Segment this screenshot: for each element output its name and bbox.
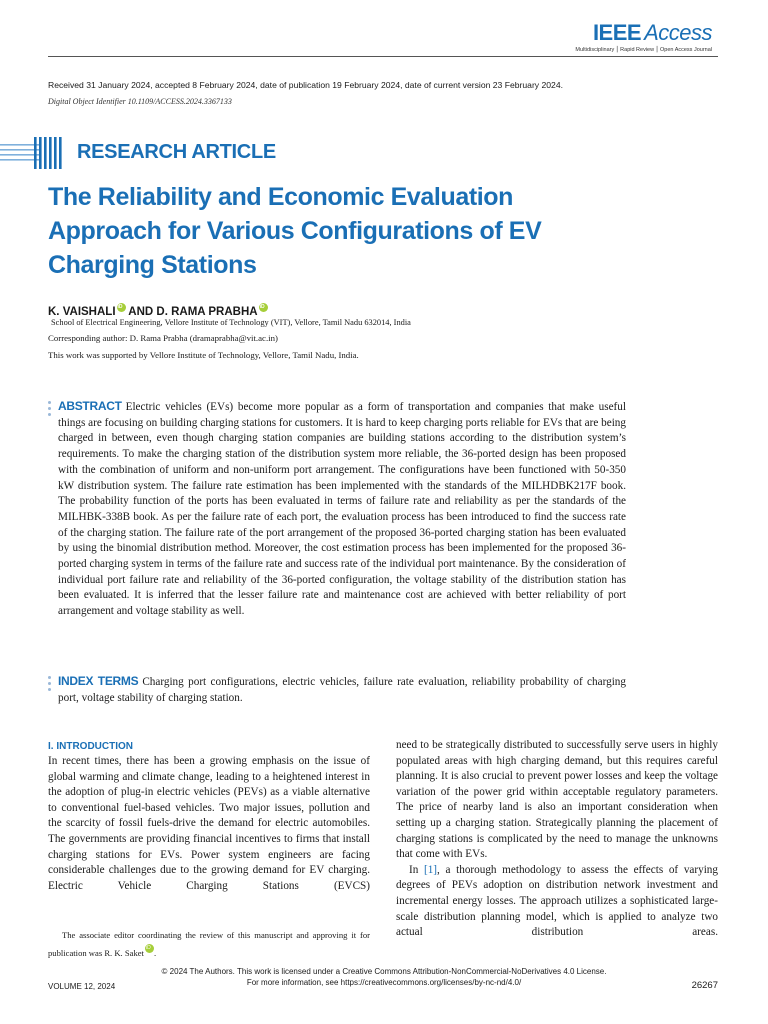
doi-line: Digital Object Identifier 10.1109/ACCESS.2024.3367133 <box>48 97 232 106</box>
abstract-section <box>58 399 626 620</box>
left-column <box>48 754 370 894</box>
volume-label: VOLUME 12, 2024 <box>48 982 116 991</box>
author-list <box>48 303 268 318</box>
editor-note-text: The associate editor coordinating the review of this manuscript and approving it for publication was R. K. Saket <box>48 930 370 958</box>
journal-logo <box>575 20 712 53</box>
paragraph-text: , a thorough methodology to assess the effects of varying degrees of PEVs adoption on distribution network investment and incremental energy losses. The approach utilizes a sophisticated large-scale distribution planning model, which is applied to analyze two actual distribution areas. <box>396 863 718 939</box>
author-name: K. VAISHALI <box>48 306 116 318</box>
corresponding-author: Corresponding author: D. Rama Prabha (dramaprabha@vit.ac.in) <box>48 333 278 343</box>
body-paragraph: In recent times, there has been a growing emphasis on the issue of global warming and climate change, leading to a heightened interest in the adoption of plug-in electric vehicles (PEVs) as a viable alternative to conventional fuel-based vehicles. Two major issues, pollution and the scarcity of fossil fuels-drive the demand for electric automobiles. The governments are providing financial incentives to firms that install charging stations for EVs. Power system engineers are facing considerable challenges due to the growing demand for EV charging. Electric Vehicle Charging Stations (EVCS) <box>48 755 370 892</box>
license-line: © 2024 The Authors. This work is licensed under a Creative Commons Attribution-NonCommercial-NoDerivatives 4.0 License. <box>161 967 607 976</box>
received-dates: Received 31 January 2024, accepted 8 February 2024, date of publication 19 February 2024, date of current version 23 February 2024. <box>48 80 563 90</box>
logo-ieee: IEEE <box>592 20 642 45</box>
funding-note: This work was supported by Vellore Institute of Technology, Vellore, Tamil Nadu, India. <box>48 350 359 360</box>
abstract-label: ABSTRACT <box>58 399 122 413</box>
author-name: D. RAMA PRABHA <box>156 306 258 318</box>
body-paragraph <box>396 863 718 941</box>
abstract-text: Electric vehicles (EVs) become more popular as a form of transportation and companies that make useful things are focusing on building charging stations for customers. It is hard to keep charging ports reliable for EVs that are being charged in between, even though charging station companies are building stations according to the distribution system’s requirements. To make the charging station of the distribution system more reliable, the 36-ported design has been proposed with the combination of uniform and non-uniform port arrangement. The configurations have been functioned with 50-350 kW distribution system. The failure rate estimation has been implemented with the standards of the MILHDBK217F book. The probability function of the ports has been evaluated in terms of failure rate and reliability as per the standards of the MILHBK-338B book. As per the failure rate of each port, the evaluation process has been introduced to find the success rate of the charging station. The failure rate of the port arrangement of the proposed 36-ported charging station has been evaluated by using the binomial distribution method. Moreover, the cost estimation process has been implemented for the proposed 36-ported charging system in terms of the failure rate and success rate of the individual port maintenance. By the consideration of individual port failure rate and reliability of the 36-ported configuration, the voltage stability of the distribution station has been evaluated. It is inferred that the lesser failure rate and maintenance cost are achieved with better reliability of port arrangement and voltage stability as well. <box>58 401 626 618</box>
logo-tagline: Multidisciplinary ⎮ Rapid Review ⎮ Open Access Journal <box>575 47 712 53</box>
license-link[interactable]: For more information, see https://creativecommons.org/licenses/by-nc-nd/4.0/ <box>246 978 522 987</box>
affiliation: School of Electrical Engineering, Vellore Institute of Technology (VIT), Vellore, Tamil Nadu 632014, India <box>51 318 411 327</box>
page-number: 26267 <box>691 980 718 991</box>
right-column <box>396 738 718 941</box>
body-paragraph: need to be strategically distributed to successfully serve users in highly populated areas with high charging demand, but this requires careful planning. It is also crucial to prevent power losses and keep the voltage variation of the power grid within acceptable regulatory parameters. The price of nearby land is also an important consideration when setting up a charging station. Strategically planning the placement of charging stations is complicated by the need to manage the unknowns that come with EVs. <box>396 739 718 861</box>
paper-title: The Reliability and Economic Evaluation Approach for Various Configurations of EV Charging Stations <box>48 183 542 279</box>
orcid-icon[interactable] <box>117 303 126 312</box>
index-terms-label: INDEX TERMS <box>58 674 139 688</box>
index-terms-section <box>58 674 626 706</box>
orcid-icon[interactable] <box>145 944 154 953</box>
citation-link[interactable]: [1] <box>423 863 438 876</box>
banner-stripes-icon <box>0 135 66 171</box>
abstract-marker-icon <box>48 401 51 419</box>
index-terms-marker-icon <box>48 676 51 694</box>
logo-access: Access <box>644 20 712 45</box>
license-notice <box>0 966 768 988</box>
article-type-label: RESEARCH ARTICLE <box>77 141 276 163</box>
section-heading: I. INTRODUCTION <box>48 741 133 752</box>
orcid-icon[interactable] <box>259 303 268 312</box>
index-terms-text: Charging port configurations, electric vehicles, failure rate evaluation, reliability probability of charging port, voltage stability of charging station. <box>58 676 626 704</box>
header-divider <box>48 56 718 57</box>
editor-footnote: The associate editor coordinating the review of this manuscript and approving it for publication was R. K. SaketiD . <box>48 928 370 961</box>
paragraph-lead: In <box>409 863 424 876</box>
author-connector: AND <box>125 306 157 318</box>
